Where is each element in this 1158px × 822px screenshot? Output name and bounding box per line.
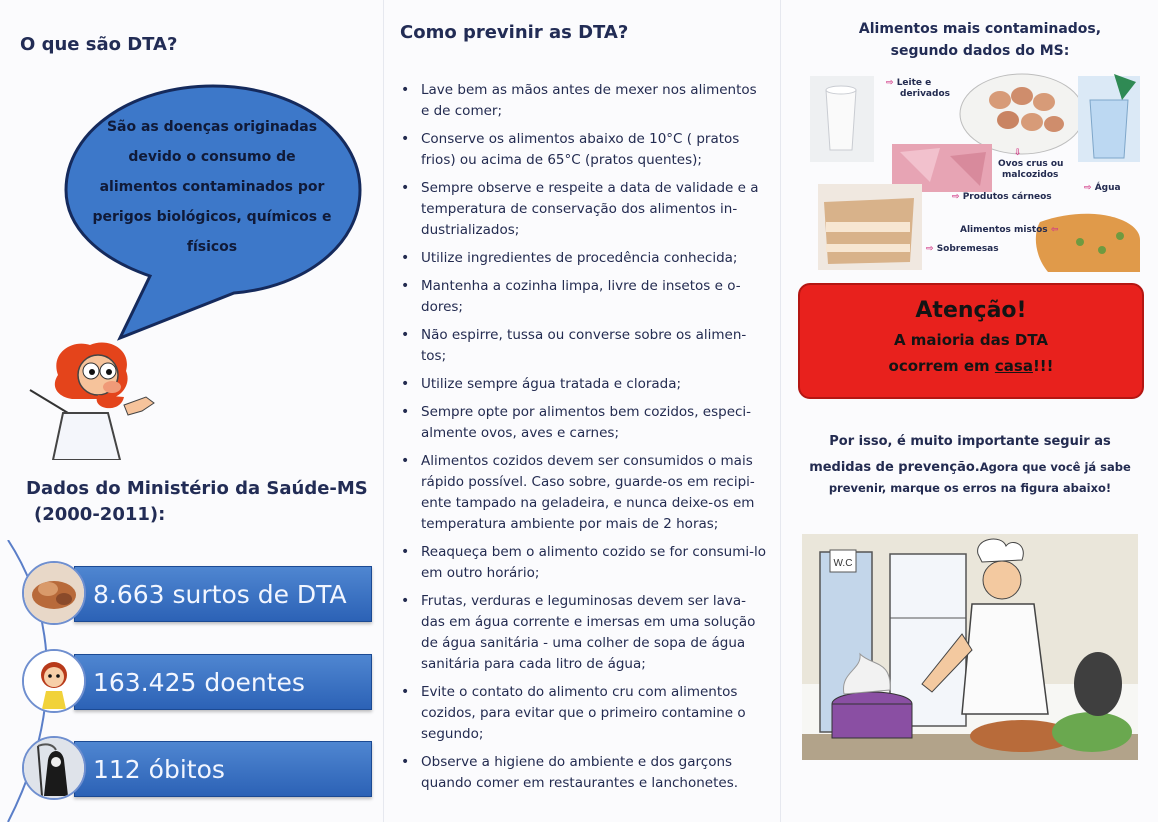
attention-line-2: ocorrem em casa!!! <box>888 357 1054 375</box>
list-item: • Utilize ingredientes de procedência conhecida; <box>401 248 766 269</box>
list-item: • Sempre opte por alimentos bem cozidos, especi-almente ovos, aves e carnes; <box>401 402 766 444</box>
cake-icon <box>818 184 922 270</box>
list-item: • Frutas, verduras e leguminosas devem ser lava-das em água corrente e imersas em uma solução de água sanitária - uma colher de sopa de água sanitária para cada litro de água; <box>401 591 766 675</box>
eggs-plate-icon <box>960 74 1084 154</box>
stat-patients: 163.425 doentes <box>74 654 372 710</box>
list-item: • Observe a higiene do ambiente e dos garçons quando comer em restaurantes e lanchonetes. <box>401 752 766 794</box>
kitchen-sign-label: W.C <box>833 558 853 569</box>
arrow-icon: ⇦ <box>1050 225 1059 235</box>
arrow-icon: ⇨ <box>926 244 934 254</box>
attention-title: Atenção! <box>915 298 1027 323</box>
instructions-line-1: Por isso, é muito importante seguir as <box>829 434 1111 449</box>
food-icon <box>22 561 86 625</box>
bubble-text: São as doenças originadas devido o consumo de alimentos contaminados por perigos biológicos, químicos e físicos <box>92 119 332 255</box>
panel-what-are-dta <box>0 0 383 822</box>
kitchen-illustration <box>802 534 1138 774</box>
list-item: • Sempre observe e respeite a data de validade e a temperatura de conservação dos alimentos in-dustrializados; <box>401 178 766 241</box>
list-item: • Evite o contato do alimento cru com alimentos cozidos, para evitar que o primeiro contamine o segundo; <box>401 682 766 745</box>
heading-line-1: Alimentos mais contaminados, <box>858 21 1102 37</box>
stat-deaths: 112 óbitos <box>74 741 372 797</box>
arrow-icon: ⇨ <box>1084 183 1092 193</box>
list-item: • Lave bem as mãos antes de mexer nos alimentos e de comer; <box>401 80 766 122</box>
list-item: • Reaqueça bem o alimento cozido se for consumi-lo em outro horário; <box>401 542 766 584</box>
list-item: • Não espirre, tussa ou converse sobre os alimen-tos; <box>401 325 766 367</box>
milk-glass-icon <box>810 76 874 162</box>
prevention-list <box>401 80 766 801</box>
label-meat-products: ⇨ Produtos cárneos <box>952 192 1052 202</box>
quiche-icon <box>1036 214 1140 272</box>
prevention-instructions <box>804 432 1136 497</box>
label-eggs: ⇩ Ovos crus ou malcozidos <box>998 148 1064 180</box>
water-glass-icon <box>1078 74 1140 162</box>
list-item: • Utilize sempre água tratada e clorada; <box>401 374 766 395</box>
ministry-data-heading <box>26 476 368 528</box>
attention-box <box>798 283 1144 399</box>
label-mixed-foods: Alimentos mistos ⇦ <box>960 225 1059 235</box>
list-item: • Mantenha a cozinha limpa, livre de insetos e o-dores; <box>401 276 766 318</box>
label-water: ⇨ Água <box>1084 183 1121 193</box>
heading-what-are-dta: O que são DTA? <box>20 34 178 55</box>
panel-contaminated-foods <box>780 0 1158 822</box>
attention-home-word: casa <box>994 357 1033 375</box>
instructions-line-3: prevenir, marque os erros na figura abaixo! <box>828 481 1112 495</box>
arrow-icon: ⇨ <box>886 78 894 88</box>
arrow-icon: ⇨ <box>952 192 960 202</box>
arrow-icon: ⇩ <box>1014 148 1022 158</box>
label-dairy: ⇨ Leite e derivados <box>886 78 950 99</box>
list-item: • Conserve os alimentos abaixo de 10°C ( pratos frios) ou acima de 65°C (pratos quentes); <box>401 129 766 171</box>
contaminated-foods-heading <box>830 18 1130 62</box>
heading-line-2: segundo dados do MS: <box>890 43 1070 59</box>
list-item: • Alimentos cozidos devem ser consumidos o mais rápido possível. Caso sobre, guarde-os em recipi-ente tampado na geladeira, e nunca deixe-os em temperatura ambiente por mais de 2 horas; <box>401 451 766 535</box>
food-photos-collage <box>810 72 1140 272</box>
panel-prevention <box>383 0 780 822</box>
heading-prevention: Como previnir as DTA? <box>400 22 629 43</box>
attention-line-1: A maioria das DTA <box>893 331 1049 349</box>
stat-outbreaks: 8.663 surtos de DTA <box>74 566 372 622</box>
ministry-data-period: (2000-2011): <box>34 504 166 525</box>
instructions-line-2: medidas de prevenção.Agora que você já sabe <box>809 460 1131 475</box>
sick-girl-icon <box>22 649 86 713</box>
scientist-mascot-icon <box>28 335 158 460</box>
label-desserts: ⇨ Sobremesas <box>926 244 999 254</box>
ministry-data-title: Dados do Ministério da Saúde-MS <box>26 478 368 499</box>
grim-reaper-icon <box>22 736 86 800</box>
